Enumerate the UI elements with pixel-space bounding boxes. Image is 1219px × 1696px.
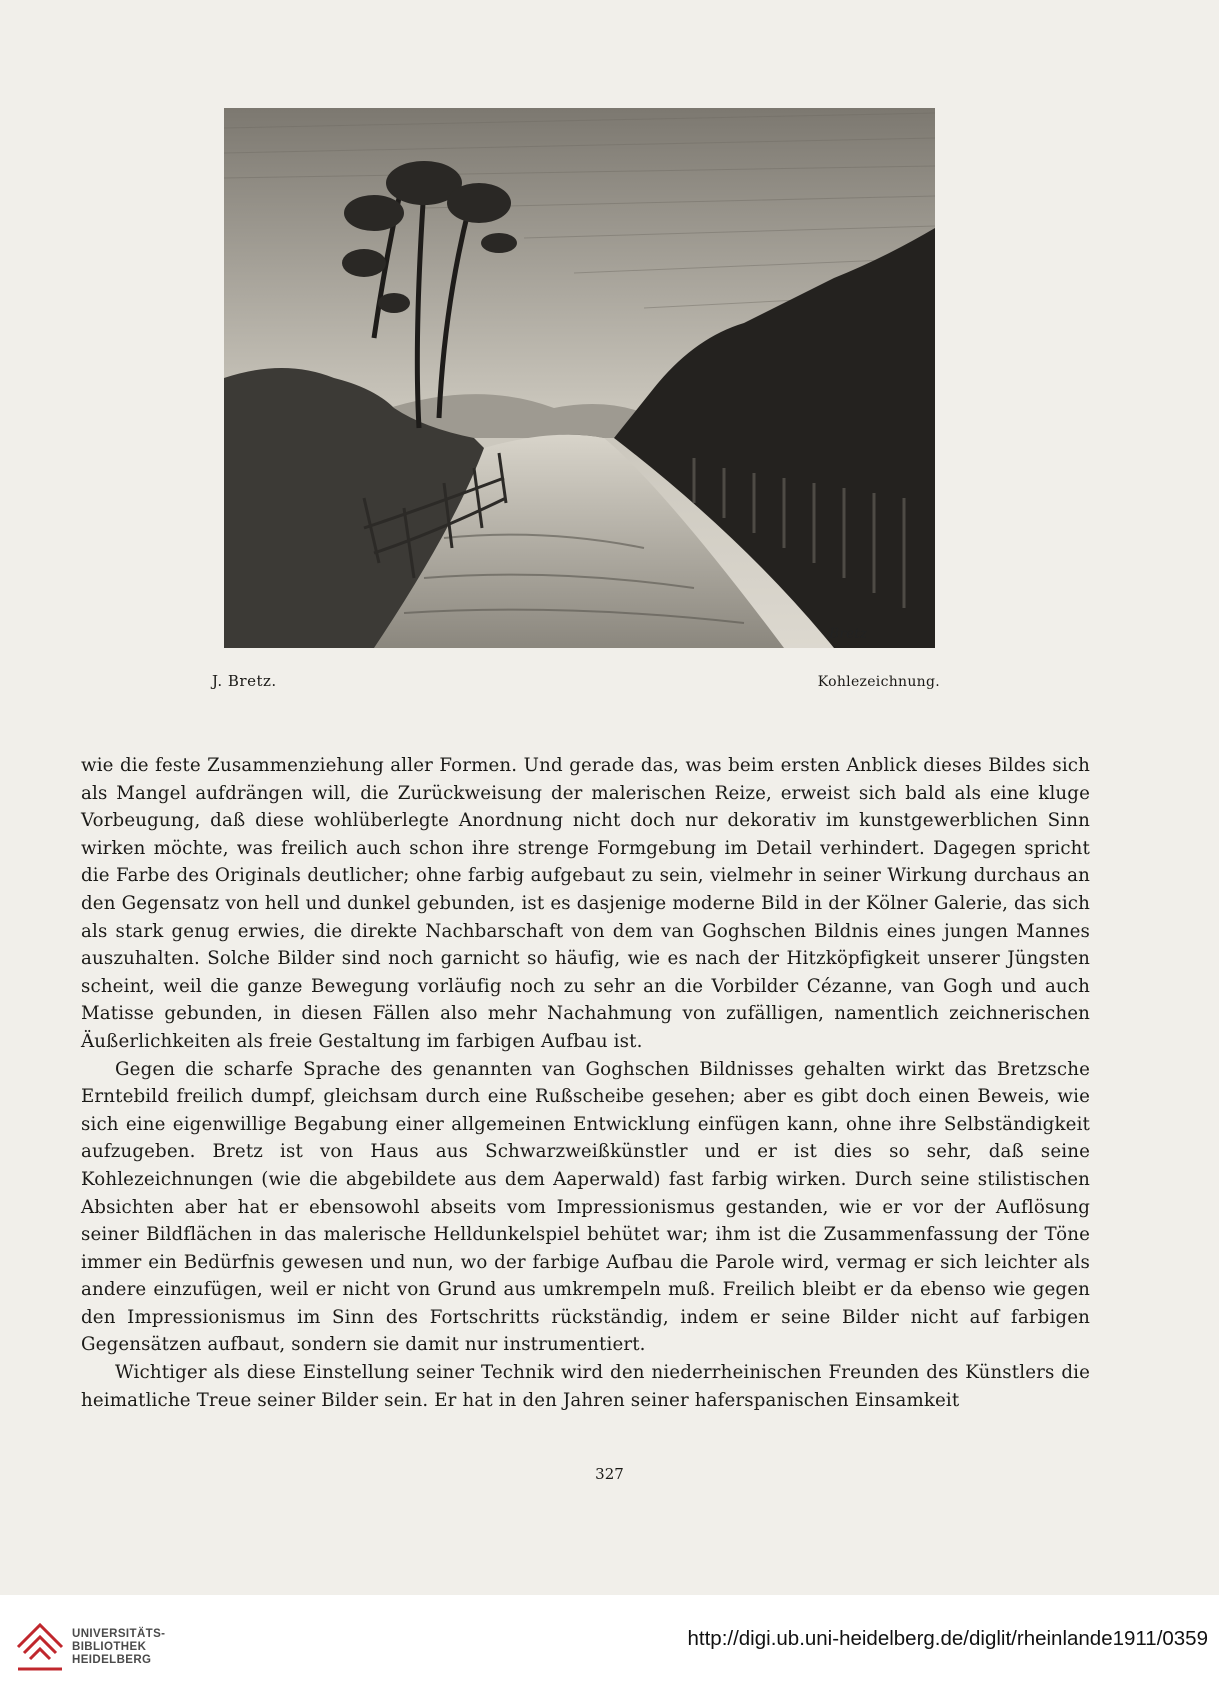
university-library-logo-icon[interactable] — [14, 1617, 68, 1675]
paragraph-2: Gegen die scharfe Sprache des genannten van Goghschen Bildnisses gehalten wirkt das Bretzsche Erntebild freilich dumpf, gleichsam durch eine Rußscheibe gesehen; aber es gibt doch einen Beweis, wie sich eine eigenwillige Begabung einer allgemeinen Entwicklung einfügen kann, ohne ihre Selbständigkeit aufzugeben. Bretz ist von Haus aus Schwarzweißkünstler und er ist dies so sehr, daß seine Kohlezeichnungen (wie die abgebildete aus dem Aaperwald) fast farbig wirken. Durch seine stilistischen Absichten aber hat er ebensowohl abseits vom Impressionismus gestanden, wie er vor der Auflösung seiner Bildflächen in das malerische Helldunkelspiel behütet war; ihm ist die Zusammenfassung der Töne immer ein Bedürfnis gewesen und nun, wo der farbige Aufbau die Parole wird, vermag er sich leichter als andere einzufügen, weil er nicht von Grund aus umkrempeln muß. Freilich bleibt er da ebenso wie gegen den Impressionismus im Sinn des Fortschritts rückständig, indem er seine Bilder nicht auf farbigen Gegensätzen aufbaut, sondern sie damit nur instrumentiert. — [81, 1058, 1090, 1356]
article-body — [81, 752, 1090, 1414]
library-name-line-2: BIBLIOTHEK — [72, 1641, 147, 1653]
paragraph-3: Wichtiger als diese Einstellung seiner Technik wird den niederrheinischen Freunden des Künstlers die heimatliche Treue seiner Bilder sein. Er hat in den Jahren seiner haferspanischen Einsamkeit — [81, 1362, 1090, 1411]
library-name-line-1: UNIVERSITÄTS- — [72, 1628, 166, 1640]
page-number: 327 — [595, 1465, 624, 1483]
library-name[interactable] — [72, 1628, 165, 1667]
caption-technique: Kohlezeichnung. — [817, 674, 940, 690]
charcoal-drawing-illustration — [224, 108, 935, 648]
drawing-signature: Bretz — [829, 626, 868, 642]
library-name-line-3: HEIDELBERG — [72, 1654, 152, 1666]
caption-artist: J. Bretz. — [212, 672, 277, 690]
digitization-footer — [0, 1595, 1219, 1696]
paragraph-1: wie die feste Zusammenziehung aller Formen. Und gerade das, was beim ersten Anblick dieses Bildes sich als Mangel aufdrängen will, die Zurückweisung der malerischen Reize, erweist sich bald als eine kluge Vorbeugung, daß diese wohlüberlegte Anordnung nicht doch nur dekorativ im kunstgewerblichen Sinn wirken möchte, was freilich auch schon ihre strenge Formgebung im Detail verhindert. Dagegen spricht die Farbe des Originals deutlicher; ohne farbig aufgebaut zu sein, vielmehr in seiner Wirkung durchaus an den Gegensatz von hell und dunkel gebunden, ist es dasjenige moderne Bild in der Kölner Galerie, das sich als stark genug erwies, die direkte Nachbarschaft von dem van Goghschen Bildnis eines jungen Mannes auszuhalten. Solche Bilder sind noch garnicht so häufig, wie es nach der Hitzköpfigkeit unserer Jüngsten scheint, weil die ganze Bewegung vorläufig noch zu sehr an die Vorbilder Cézanne, van Gogh und auch Matisse gebunden, in diesen Fällen also mehr Nachahmung von zufälligen, namentlich zeichnerischen Äußerlichkeiten als freie Gestaltung im farbigen Aufbau ist. — [81, 755, 1090, 1052]
permalink-url[interactable]: http://digi.ub.uni-heidelberg.de/diglit/rheinlande1911/0359 — [687, 1627, 1208, 1650]
